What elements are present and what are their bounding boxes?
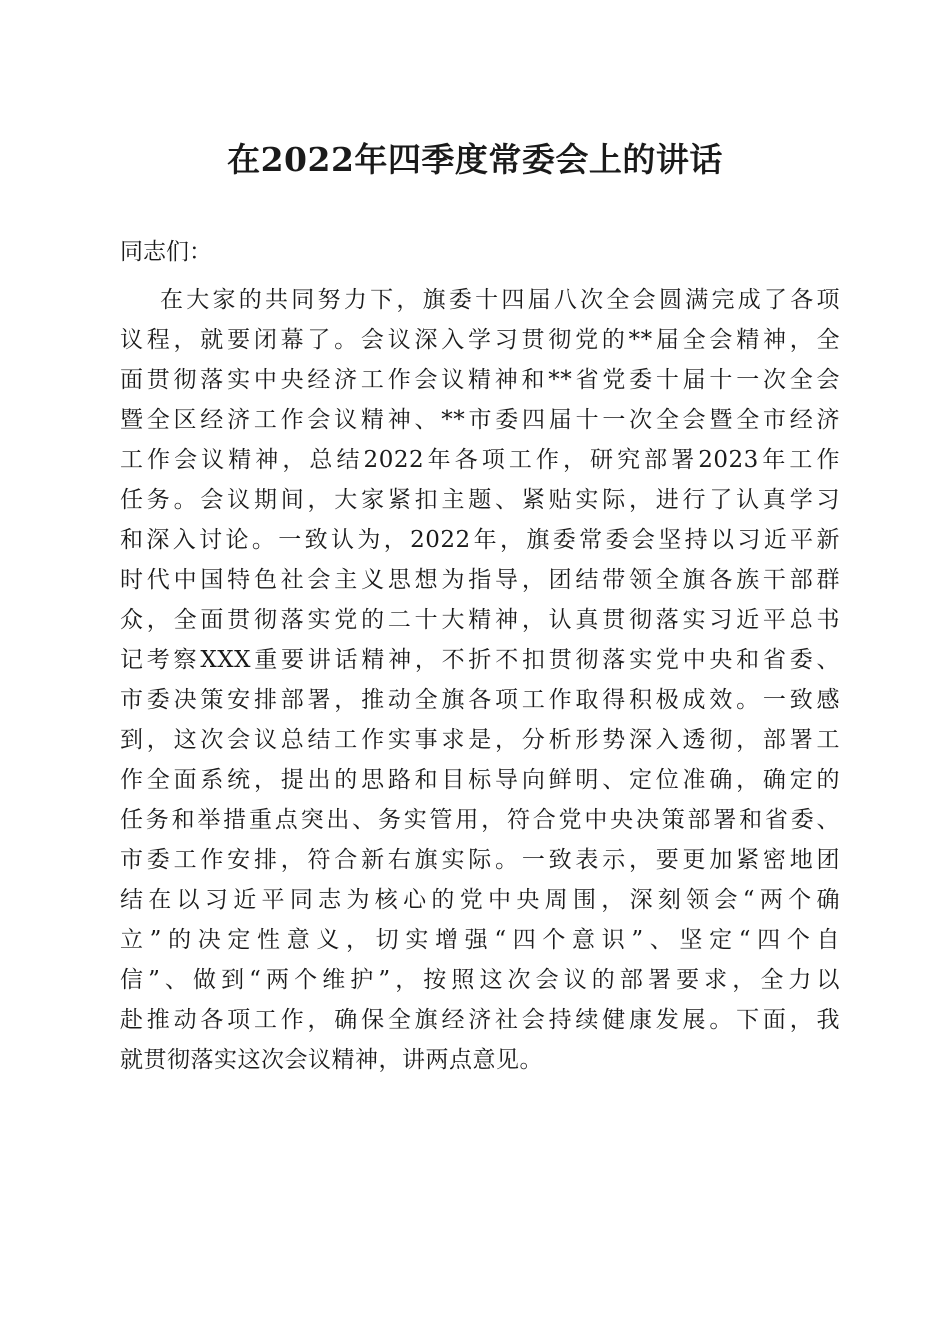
salutation: 同志们： (120, 239, 212, 265)
paragraph-line: 面贯彻落实中央经济工作会议精神和**省党委十届十一次全会 (120, 367, 840, 393)
paragraph-line: 信”、做到“两个维护”，按照这次会议的部署要求，全力以 (120, 967, 840, 993)
paragraph-line: 就贯彻落实这次会议精神，讲两点意见。 (120, 1047, 543, 1073)
paragraph-line: 到，这次会议总结工作实事求是，分析形势深入透彻，部署工 (120, 727, 840, 753)
paragraph-line: 记考察XXX重要讲话精神，不折不扣贯彻落实党中央和省委、 (120, 647, 840, 673)
paragraph-line: 暨全区经济工作会议精神、**市委四届十一次全会暨全市经济 (120, 407, 840, 433)
paragraph-line: 任务。会议期间，大家紧扣主题、紧贴实际，进行了认真学习 (120, 487, 840, 513)
paragraph-line: 市委决策安排部署，推动全旗各项工作取得积极成效。一致感 (120, 687, 840, 713)
paragraph-line: 市委工作安排，符合新右旗实际。一致表示，要更加紧密地团 (120, 847, 840, 873)
paragraph-line: 在大家的共同努力下，旗委十四届八次全会圆满完成了各项 (160, 287, 840, 313)
paragraph-line: 议程，就要闭幕了。会议深入学习贯彻党的**届全会精神，全 (120, 327, 840, 353)
paragraph-line: 任务和举措重点突出、务实管用，符合党中央决策部署和省委、 (120, 807, 840, 833)
paragraph-line: 时代中国特色社会主义思想为指导，团结带领全旗各族干部群 (120, 567, 840, 593)
paragraph-line: 立”的决定性意义，切实增强“四个意识”、坚定“四个自 (120, 927, 840, 953)
paragraph-line: 结在以习近平同志为核心的党中央周围，深刻领会“两个确 (120, 887, 840, 913)
paragraph-line: 作全面系统，提出的思路和目标导向鲜明、定位准确，确定的 (120, 767, 840, 793)
document-title: 在2022年四季度常委会上的讲话 (227, 140, 723, 179)
paragraph-line: 工作会议精神，总结2022年各项工作，研究部署2023年工作 (120, 447, 840, 473)
paragraph-line: 众，全面贯彻落实党的二十大精神，认真贯彻落实习近平总书 (120, 607, 840, 633)
body-paragraph (120, 280, 840, 1080)
paragraph-line: 和深入讨论。一致认为，2022年，旗委常委会坚持以习近平新 (120, 527, 840, 553)
paragraph-line: 赴推动各项工作，确保全旗经济社会持续健康发展。下面，我 (120, 1007, 840, 1033)
